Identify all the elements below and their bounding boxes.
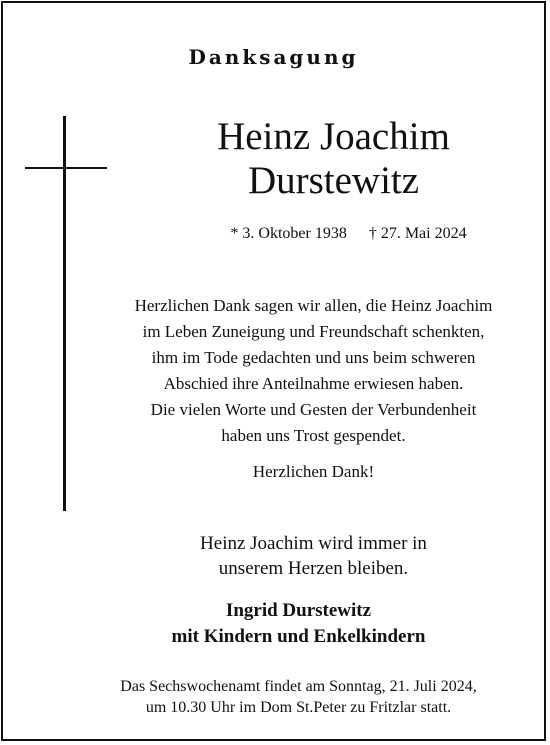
death-date: † 27. Mai 2024 bbox=[368, 225, 467, 242]
birth-date: * 3. Oktober 1938 bbox=[230, 225, 347, 242]
message-line: ihm im Tode gedachten und uns beim schweren bbox=[151, 348, 476, 367]
memory-line: unserem Herzen bleiben. bbox=[218, 558, 409, 579]
memory-statement bbox=[83, 531, 544, 581]
signature-line: Ingrid Durstewitz bbox=[225, 600, 372, 621]
cross-vertical-bar bbox=[63, 116, 66, 511]
message-line: im Leben Zuneigung und Freundschaft schenkten, bbox=[142, 322, 485, 341]
deceased-name-last: Durstewitz bbox=[247, 159, 420, 202]
cross-horizontal-bar bbox=[25, 167, 107, 169]
memorial-service-notice bbox=[53, 676, 544, 718]
obituary-frame bbox=[1, 1, 546, 741]
message-line: Herzlichen Dank sagen wir allen, die Heinz Joachim bbox=[134, 296, 493, 315]
thank-you-message bbox=[83, 293, 544, 449]
life-dates bbox=[153, 225, 544, 243]
deceased-name bbox=[123, 115, 544, 203]
message-line: Die vielen Worte und Gesten der Verbundenheit bbox=[150, 400, 477, 419]
closing-thanks: Herzlichen Dank! bbox=[252, 462, 375, 481]
signature-line: mit Kindern und Enkelkindern bbox=[171, 626, 426, 647]
family-signature bbox=[53, 598, 544, 650]
notice-line: um 10.30 Uhr im Dom St.Peter zu Fritzlar statt. bbox=[145, 699, 452, 716]
heading: Danksagung bbox=[188, 45, 359, 69]
message-line: haben uns Trost gespendet. bbox=[221, 426, 406, 445]
memory-line: Heinz Joachim wird immer in bbox=[200, 533, 427, 554]
deceased-name-first: Heinz Joachim bbox=[217, 115, 450, 158]
notice-line: Das Sechswochenamt findet am Sonntag, 21. Juli 2024, bbox=[120, 678, 477, 695]
message-line: Abschied ihre Anteilnahme erwiesen haben. bbox=[163, 374, 464, 393]
